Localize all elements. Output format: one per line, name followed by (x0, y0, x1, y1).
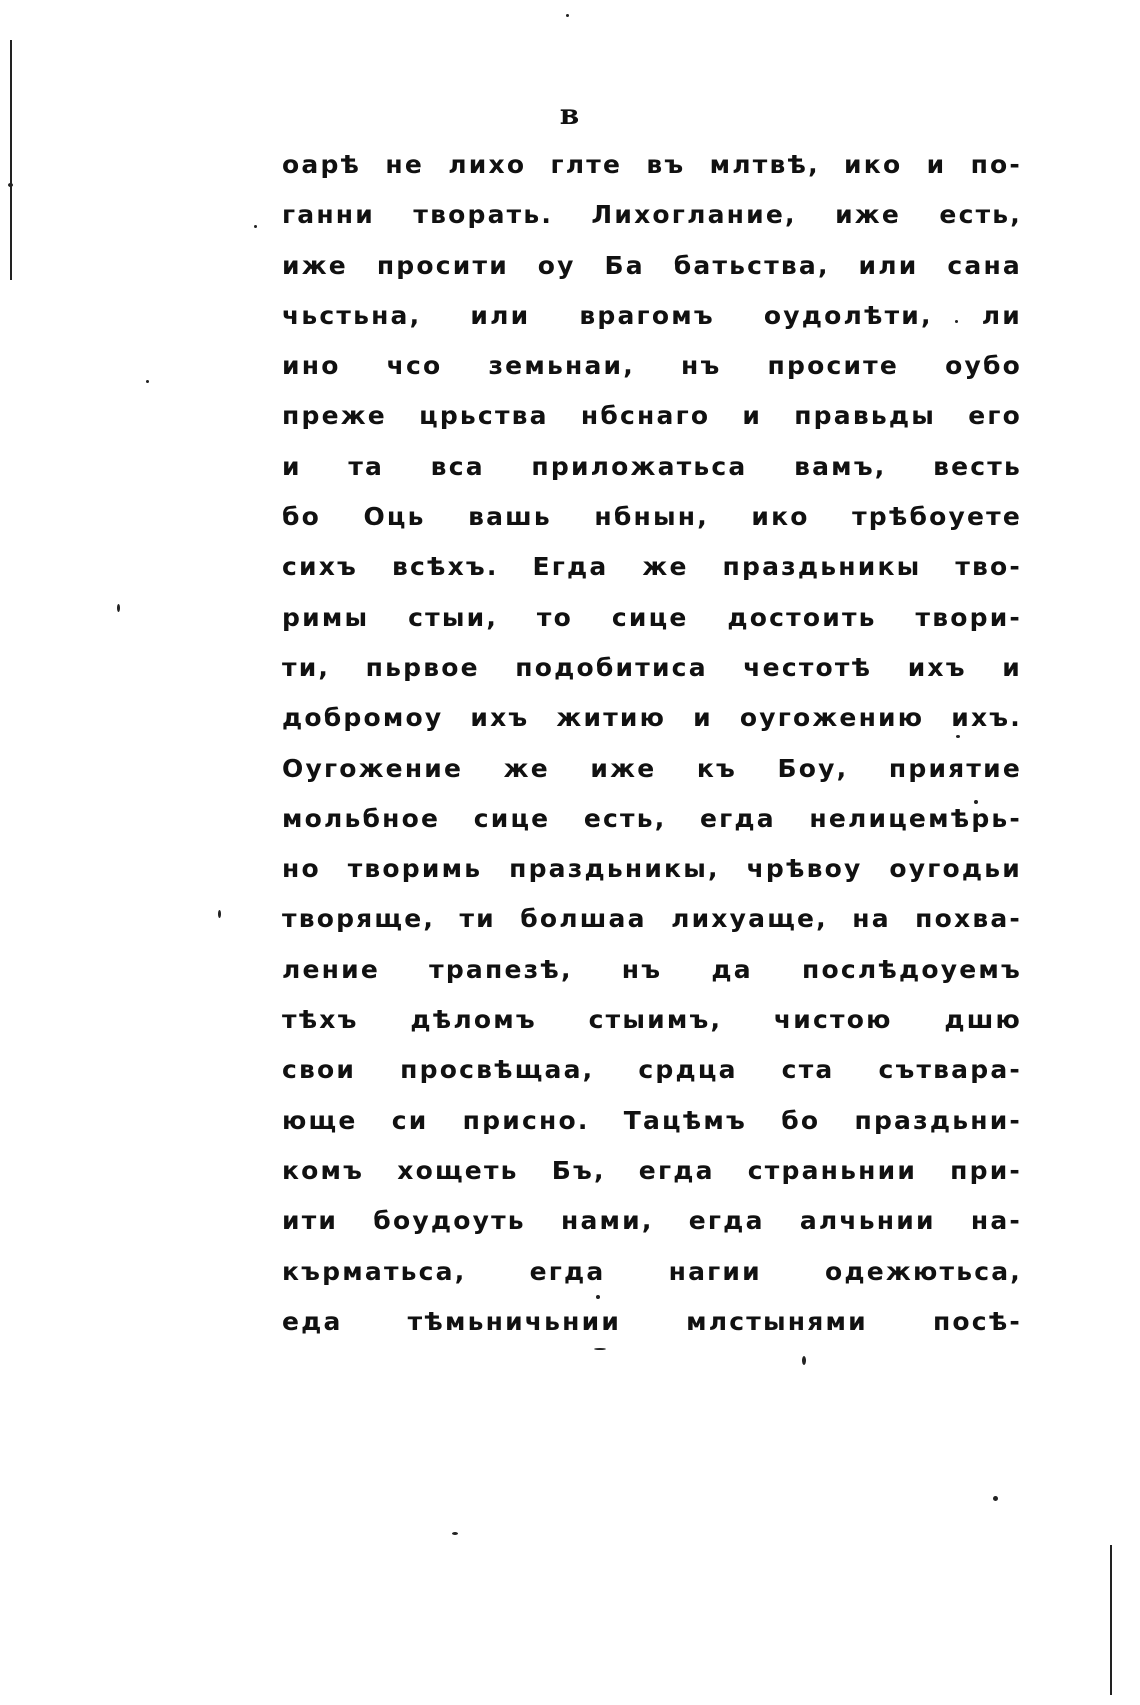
text-line: мольбное сице есть, егда нелицемѣрь- (282, 803, 1022, 833)
text-line: но творимь праздьникы, чрѣвоу оугодьи (282, 854, 1022, 884)
text-line: и та вса приложатьса вамъ, весть (282, 451, 1022, 481)
scan-speck (218, 910, 221, 918)
scan-speck (452, 1532, 458, 1535)
text-line: ганни творать. Лихоглание, иже есть, (282, 200, 1022, 230)
text-line: ление трапезѣ, нъ да послѣдоуемъ (282, 954, 1022, 984)
text-line: творяще, ти болшаа лихуаще, на похва- (282, 904, 1022, 934)
text-line: чьстьна, или врагомъ оудолѣти, ли (282, 300, 1022, 330)
scan-speck (594, 1348, 606, 1350)
text-line: еда тѣмьничьнии млстынями посѣ- (282, 1306, 1022, 1336)
page-edge-rule (1110, 1545, 1112, 1695)
text-line: кърматьса, егда нагии одежютьса, (282, 1256, 1022, 1286)
scan-speck (802, 1356, 806, 1365)
scan-speck (146, 380, 149, 383)
scan-speck (8, 183, 13, 187)
text-line: иже просити оу Ба батьства, или сана (282, 250, 1022, 280)
body-text (282, 140, 1022, 1347)
scan-speck (993, 1496, 998, 1501)
text-line: Оугожение же иже къ Боу, приятие (282, 753, 1022, 783)
text-line: ино чсо земьнаи, нъ просите оубо (282, 351, 1022, 381)
page-edge-rule (10, 40, 12, 280)
scan-speck (117, 604, 120, 612)
text-line: ти, пьрвое подобитиса честотѣ ихъ и (282, 652, 1022, 682)
text-line: бо Оць вашь нбнын, ико трѣбоуете (282, 502, 1022, 532)
text-line: юще си присно. Тацѣмъ бо праздьни- (282, 1105, 1022, 1135)
scan-speck (566, 14, 569, 17)
text-line: комъ хощеть Бъ, егда страньнии при- (282, 1155, 1022, 1185)
scan-speck (254, 225, 257, 228)
text-line: свои просвѣщаа, срдца ста сътвара- (282, 1055, 1022, 1085)
text-line: добромоу ихъ житию и оугожению ихъ. (282, 703, 1022, 733)
text-line: ити боудоуть нами, егда алчьнии на- (282, 1206, 1022, 1236)
text-line: тѣхъ дѣломъ стыимъ, чистою дшю (282, 1005, 1022, 1035)
text-line: оарѣ не лихо глте въ млтвѣ, ико и по- (282, 150, 1022, 179)
text-line: римы стыи, то сице достоить твори- (282, 602, 1022, 632)
page-number: в (559, 98, 581, 131)
text-line: преже црьства нбснаго и правьды его (282, 401, 1022, 431)
text-line: сихъ всѣхъ. Егда же праздьникы тво- (282, 552, 1022, 582)
